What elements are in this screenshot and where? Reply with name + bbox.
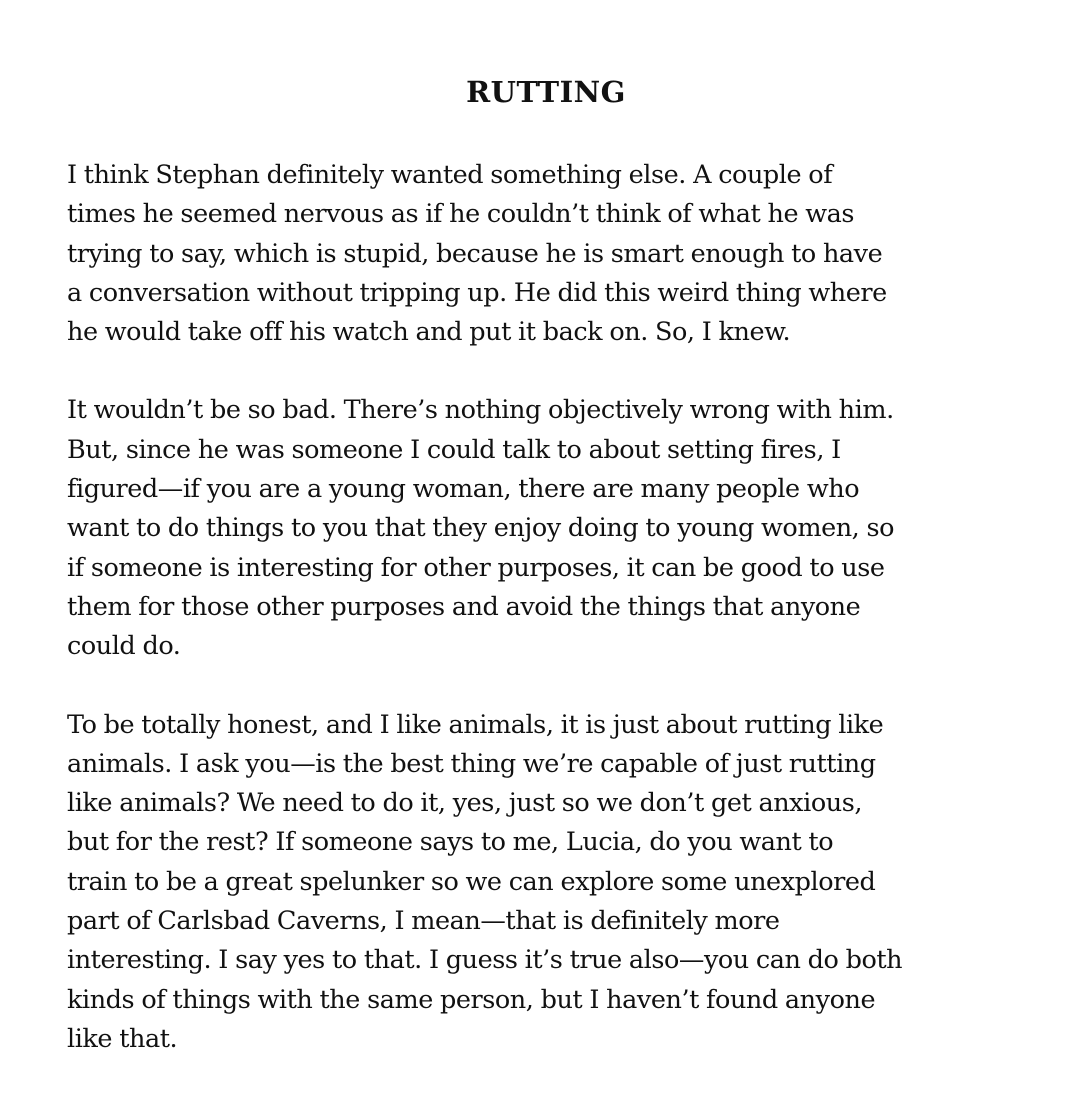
text-line: I think Stephan definitely wanted something else. A couple of — [67, 160, 833, 190]
text-line: It wouldn’t be so bad. There’s nothing objectively wrong with him. — [67, 395, 894, 426]
text-line: But, since he was someone I could talk to about setting fires, I — [67, 434, 841, 465]
text-line: like animals? We need to do it, yes, just so we don’t get anxious, — [67, 788, 862, 819]
text-line: part of Carlsbad Caverns, I mean—that is definitely more — [67, 906, 780, 937]
text-line: he would take off his watch and put it back on. So, I knew. — [67, 317, 791, 348]
text-line: To be totally honest, and I like animals, it is just about rutting like — [67, 709, 884, 740]
text-line: interesting. I say yes to that. I guess it’s true also—you can do both — [67, 945, 903, 976]
text-line: a conversation without tripping up. He did this weird thing where — [67, 277, 887, 308]
paragraph-2 — [67, 391, 1057, 666]
text-line: them for those other purposes and avoid the things that anyone — [67, 591, 861, 622]
paragraph-3 — [67, 706, 1057, 1060]
text-line: trying to say, which is stupid, because he is smart enough to have — [67, 238, 883, 269]
text-line: want to do things to you that they enjoy doing to young women, so — [67, 513, 895, 544]
paragraph-1 — [67, 156, 1057, 352]
text-line: animals. I ask you—is the best thing we’re capable of just rutting — [67, 748, 876, 779]
text-line: kinds of things with the same person, but I haven’t found anyone — [67, 984, 876, 1015]
text-line: but for the rest? If someone says to me, Lucia, do you want to — [67, 827, 834, 858]
text-line: could do. — [67, 631, 181, 662]
text-line: train to be a great spelunker so we can explore some unexplored — [67, 866, 876, 897]
page-title: RUTTING — [466, 75, 626, 109]
text-line: if someone is interesting for other purposes, it can be good to use — [67, 552, 885, 583]
text-line: like that. — [67, 1023, 178, 1054]
text-line: times he seemed nervous as if he couldn’t think of what he was — [67, 199, 855, 230]
body-text — [67, 156, 1057, 1098]
text-line: figured—if you are a young woman, there are many people who — [67, 474, 860, 505]
